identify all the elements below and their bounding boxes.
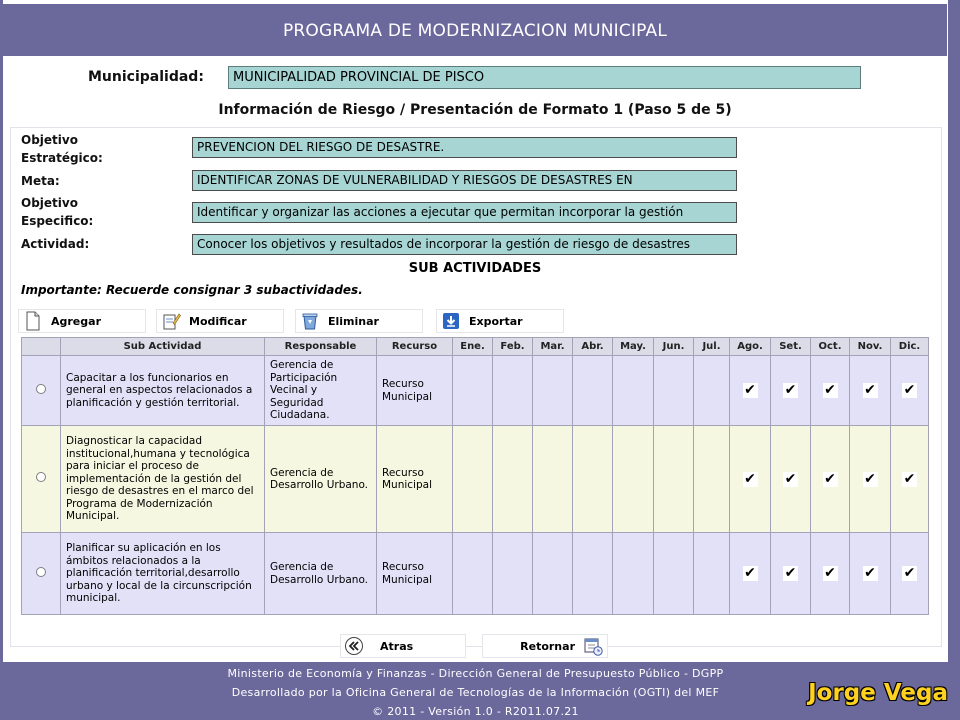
- header-month: May.: [613, 338, 654, 356]
- table-row: [22, 356, 929, 426]
- responsable-cell: Gerencia de Desarrollo Urbano.: [265, 533, 377, 615]
- month-cell: [771, 426, 811, 533]
- row-radio[interactable]: [36, 384, 46, 394]
- header-select: [22, 338, 61, 356]
- month-cell: [654, 426, 694, 533]
- month-cell: [811, 356, 850, 426]
- checkbox-checked[interactable]: ✔: [744, 470, 756, 487]
- recurso-cell: Recurso Municipal: [377, 426, 453, 533]
- month-cell: [613, 533, 654, 615]
- delete-button[interactable]: [295, 309, 423, 333]
- label-line: Objetivo: [21, 196, 78, 210]
- form-subtitle: Información de Riesgo / Presentación de Formato 1 (Paso 5 de 5): [218, 102, 732, 118]
- calendar-clock-icon: [583, 636, 603, 656]
- month-cell: [850, 533, 891, 615]
- month-cell: [811, 426, 850, 533]
- meta-field[interactable]: IDENTIFICAR ZONAS DE VULNERABILIDAD Y RIESGOS DE DESASTRES EN: [192, 170, 737, 191]
- responsable-cell: Gerencia de Desarrollo Urbano.: [265, 426, 377, 533]
- page-title: PROGRAMA DE MODERNIZACION MUNICIPAL: [282, 21, 668, 41]
- delete-label: Eliminar: [328, 314, 379, 328]
- sub-actividad-cell: Diagnosticar la capacidad institucional,humana y tecnológica para iniciar el proceso de implementación de la gestión del riesgo de desastres en el marco del Programa de Modernización Municipal.: [61, 426, 265, 533]
- header-month: Jun.: [654, 338, 694, 356]
- label-line: Objetivo: [21, 133, 78, 147]
- checkbox-checked[interactable]: ✔: [864, 382, 876, 398]
- footer-line: © 2011 - Versión 1.0 - R2011.07.21: [372, 705, 579, 718]
- export-button[interactable]: [436, 309, 564, 333]
- month-cell: [730, 356, 771, 426]
- objetivo-especifico-label: [21, 194, 93, 230]
- month-cell: [573, 356, 613, 426]
- month-cell: [891, 426, 929, 533]
- month-cell: [453, 356, 493, 426]
- author-watermark: Jorge Vega: [808, 680, 948, 706]
- month-cell: [533, 356, 573, 426]
- header-month: Set.: [771, 338, 811, 356]
- return-label: Retornar: [520, 639, 575, 653]
- objetivo-estrategico-field[interactable]: PREVENCION DEL RIESGO DE DESASTRE.: [192, 137, 737, 158]
- sub-actividades-title: SUB ACTIVIDADES: [408, 261, 542, 276]
- header-month: Dic.: [891, 338, 929, 356]
- sub-actividad-cell: Capacitar a los funcionarios en general en aspectos relacionados a planificación y gestión territorial.: [61, 356, 265, 426]
- checkbox-checked[interactable]: ✔: [744, 565, 756, 581]
- header-month: Oct.: [811, 338, 850, 356]
- month-cell: [730, 426, 771, 533]
- responsable-cell: Gerencia de Participación Vecinal y Seguridad Ciudadana.: [265, 356, 377, 426]
- checkbox-checked[interactable]: ✔: [824, 470, 836, 487]
- label-line: Estratégico:: [21, 151, 103, 165]
- objetivo-estrategico-label: [21, 131, 103, 167]
- row-select-cell: [22, 356, 61, 426]
- checkbox-checked[interactable]: ✔: [824, 565, 836, 581]
- recurso-cell: Recurso Municipal: [377, 533, 453, 615]
- checkbox-checked[interactable]: ✔: [903, 470, 916, 487]
- row-radio[interactable]: [36, 567, 46, 577]
- month-cell: [613, 356, 654, 426]
- label-line: Especifico:: [21, 214, 94, 228]
- row-select-cell: [22, 426, 61, 533]
- month-cell: [771, 356, 811, 426]
- sub-activities-table: [21, 337, 929, 615]
- month-cell: [811, 533, 850, 615]
- month-cell: [694, 533, 730, 615]
- return-button[interactable]: [482, 634, 608, 658]
- month-cell: [891, 356, 929, 426]
- header-recurso: Recurso: [377, 338, 453, 356]
- month-cell: [533, 426, 573, 533]
- checkbox-checked[interactable]: ✔: [864, 565, 876, 581]
- checkbox-checked[interactable]: ✔: [903, 382, 916, 398]
- edit-label: Modificar: [189, 314, 247, 328]
- header-responsable: Responsable: [265, 338, 377, 356]
- table-row: [22, 533, 929, 615]
- month-cell: [493, 533, 533, 615]
- header-month: Feb.: [493, 338, 533, 356]
- month-cell: [694, 426, 730, 533]
- checkbox-checked[interactable]: ✔: [864, 470, 876, 487]
- checkbox-checked[interactable]: ✔: [744, 382, 756, 398]
- row-select-cell: [22, 533, 61, 615]
- table-header-row: [22, 338, 929, 356]
- back-button[interactable]: [340, 634, 466, 658]
- checkbox-checked[interactable]: ✔: [903, 565, 916, 581]
- month-cell: [493, 426, 533, 533]
- month-cell: [694, 356, 730, 426]
- export-label: Exportar: [469, 314, 523, 328]
- objetivo-especifico-field[interactable]: Identificar y organizar las acciones a ejecutar que permitan incorporar la gestión: [192, 202, 737, 223]
- checkbox-checked[interactable]: ✔: [824, 382, 836, 398]
- month-cell: [453, 426, 493, 533]
- header-month: Nov.: [850, 338, 891, 356]
- footer-line: Ministerio de Economía y Finanzas - Dirección General de Presupuesto Público - DGPP: [227, 667, 724, 680]
- municipality-field[interactable]: MUNICIPALIDAD PROVINCIAL DE PISCO: [228, 66, 861, 89]
- header-month: Abr.: [573, 338, 613, 356]
- footer-line: Desarrollado por la Oficina General de Tecnologías de la Información (OGTI) del MEF: [231, 686, 720, 699]
- actividad-field[interactable]: Conocer los objetivos y resultados de incorporar la gestión de riesgo de desastres: [192, 234, 737, 255]
- checkbox-checked[interactable]: ✔: [784, 470, 797, 487]
- table-row: [22, 426, 929, 533]
- actividad-label: Actividad:: [21, 237, 90, 251]
- edit-button[interactable]: [156, 309, 284, 333]
- double-left-arrow-icon: [344, 636, 364, 656]
- sub-actividad-cell: Planificar su aplicación en los ámbitos relacionados a la planificación territorial,desarrollo urbano y local de la circunscripción municipal.: [61, 533, 265, 615]
- header-sub-actividad: Sub Actividad: [61, 338, 265, 356]
- checkbox-checked[interactable]: ✔: [784, 565, 797, 581]
- month-cell: [850, 426, 891, 533]
- month-cell: [453, 533, 493, 615]
- month-cell: [730, 533, 771, 615]
- header-month: Mar.: [533, 338, 573, 356]
- month-cell: [891, 533, 929, 615]
- add-button[interactable]: [18, 309, 146, 333]
- recycle-bin-icon: [300, 311, 320, 331]
- page-header: [3, 4, 947, 56]
- row-radio[interactable]: [36, 472, 46, 482]
- meta-label: Meta:: [21, 174, 60, 188]
- month-cell: [533, 533, 573, 615]
- month-cell: [493, 356, 533, 426]
- new-document-icon: [23, 311, 43, 331]
- month-cell: [573, 533, 613, 615]
- edit-document-icon: [161, 311, 181, 331]
- header-month: Ago.: [730, 338, 771, 356]
- header-month: Jul.: [694, 338, 730, 356]
- month-cell: [573, 426, 613, 533]
- municipality-label: Municipalidad:: [88, 69, 204, 85]
- month-cell: [654, 356, 694, 426]
- page-footer: [3, 662, 948, 720]
- back-label: Atras: [380, 639, 414, 653]
- header-month: Ene.: [453, 338, 493, 356]
- month-cell: [771, 533, 811, 615]
- download-icon: [441, 311, 461, 331]
- month-cell: [613, 426, 654, 533]
- checkbox-checked[interactable]: ✔: [784, 382, 797, 398]
- recurso-cell: Recurso Municipal: [377, 356, 453, 426]
- month-cell: [654, 533, 694, 615]
- add-label: Agregar: [51, 314, 101, 328]
- important-note: Importante: Recuerde consignar 3 subactividades.: [21, 283, 363, 297]
- month-cell: [850, 356, 891, 426]
